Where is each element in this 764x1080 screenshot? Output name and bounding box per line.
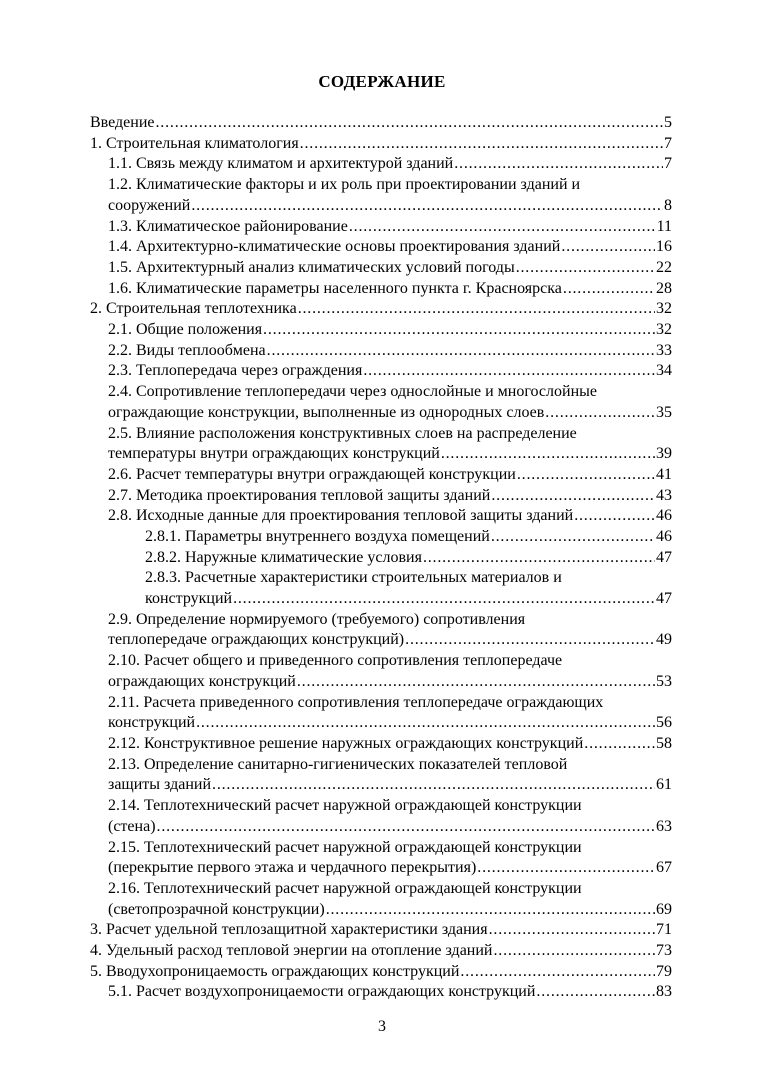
- toc-entry-last-line: [108, 444, 672, 465]
- dot-leader: [517, 465, 655, 486]
- dot-leader: [491, 527, 655, 548]
- toc-entry-title: 2.11. Расчета приведенного сопротивления теплопередаче ограждающих: [108, 693, 604, 711]
- dot-leader: [326, 900, 655, 921]
- toc-entry-title: 1.5. Архитектурный анализ климатических условий погоды: [108, 258, 515, 276]
- toc-entry-title: 4. Удельный расход тепловой энергии на отопление зданий: [90, 942, 493, 959]
- toc-entry-last-line: [108, 630, 672, 651]
- toc-entry[interactable]: [108, 838, 672, 879]
- toc-entry-title: 1. Строительная климатология: [90, 134, 299, 152]
- toc-page-number: 34: [656, 362, 672, 380]
- dot-leader: [584, 734, 655, 755]
- dot-leader: [157, 817, 655, 838]
- toc-page-number: 58: [656, 735, 672, 752]
- toc-entry-title: 2.15. Теплотехнический расчет наружной ограждающей конструкции: [108, 838, 582, 856]
- toc-entry-last-line: [108, 672, 672, 693]
- dot-leader: [300, 134, 663, 155]
- toc-page-number: 46: [656, 528, 672, 545]
- toc-entry[interactable]: [108, 237, 672, 258]
- toc-entry-title: 2.8.3. Расчетные характеристики строительных материалов и: [145, 569, 562, 587]
- dot-leader: [267, 341, 655, 362]
- toc-entry[interactable]: [108, 506, 672, 527]
- toc-entry[interactable]: [108, 258, 672, 279]
- toc-entry-last-line: [108, 858, 672, 879]
- toc-page-number: 43: [656, 486, 672, 504]
- toc-entry-title: 2.16. Теплотехнический расчет наружной ограждающей конструкции: [108, 879, 582, 897]
- toc-entry-title: 1.4. Архитектурно-климатические основы проектирования зданий: [108, 238, 561, 256]
- toc-entry-title: 5.1. Расчет воздухопроницаемости ограждающих конструкций: [108, 983, 536, 1001]
- dot-leader: [460, 962, 655, 983]
- dot-leader: [196, 713, 655, 734]
- toc-page-number: 39: [656, 445, 672, 463]
- toc-page-number: 7: [664, 155, 672, 173]
- dot-leader: [477, 858, 655, 879]
- toc-entry[interactable]: [90, 962, 672, 983]
- toc-entry-title: (стена): [108, 817, 156, 835]
- toc-entry-title: 2.8.1. Параметры внутреннего воздуха помещений: [145, 528, 490, 545]
- dot-leader: [441, 444, 655, 465]
- toc-entry-title: 2.4. Сопротивление теплопередачи через однослойные и многослойные: [108, 383, 597, 401]
- toc-entry[interactable]: [108, 982, 672, 1003]
- dot-leader: [298, 299, 655, 320]
- toc-entry[interactable]: [108, 382, 672, 423]
- toc-entry-title: ограждающих конструкций: [108, 672, 296, 690]
- footer-page-number: 3: [378, 1018, 386, 1035]
- toc-entry[interactable]: [108, 693, 672, 734]
- toc-entry[interactable]: [108, 879, 672, 920]
- toc-page-number: 53: [656, 672, 672, 690]
- toc-entry[interactable]: [90, 113, 672, 134]
- toc-entry-last-line: [108, 196, 672, 217]
- toc-entry[interactable]: [108, 217, 672, 238]
- dot-leader: [563, 279, 655, 300]
- dot-leader: [212, 775, 655, 796]
- toc-page-number: 32: [656, 300, 672, 318]
- toc-entry[interactable]: [108, 279, 672, 300]
- toc-entry[interactable]: [108, 651, 672, 692]
- toc-entry-title: 2.14. Теплотехнический расчет наружной ограждающей конструкции: [108, 797, 582, 815]
- toc-entry-last-line: [108, 403, 672, 424]
- toc-entry-title: 2.2. Виды теплообмена: [108, 341, 266, 359]
- toc-page-number: 71: [656, 921, 672, 939]
- toc-page-number: 5: [664, 114, 672, 131]
- page-title: СОДЕРЖАНИЕ: [318, 72, 446, 91]
- toc-entry-title: конструкций: [108, 714, 196, 732]
- toc-entry-title: 1.6. Климатические параметры населенного пункта г. Красноярска: [108, 279, 562, 297]
- dot-leader: [574, 506, 655, 527]
- toc-entry-title: 2.3. Теплопередача через ограждения: [108, 362, 363, 380]
- toc-entry-title: 2.5. Влияние расположения конструктивных слоев на распределение: [108, 424, 577, 442]
- dot-leader: [489, 920, 655, 941]
- toc-entry-title: 2.13. Определение санитарно-гигиенических показателей тепловой: [108, 755, 568, 773]
- toc-entry-title: 1.1. Связь между климатом и архитектурой зданий: [108, 155, 454, 173]
- toc-entry[interactable]: [108, 486, 672, 507]
- toc-entry-last-line: [145, 589, 672, 610]
- toc-entry-last-line: [108, 713, 672, 734]
- toc-entry-title: 2.12. Конструктивное решение наружных ограждающих конструкций: [108, 735, 584, 752]
- toc-entry[interactable]: [90, 134, 672, 155]
- toc-page-number: 16: [656, 238, 672, 256]
- toc-entry[interactable]: [108, 734, 672, 755]
- toc-entry-title: 3. Расчет удельной теплозащитной характеристики здания: [90, 921, 488, 939]
- toc-page-number: 22: [656, 258, 672, 276]
- dot-leader: [297, 672, 655, 693]
- toc-page-number: 7: [664, 134, 672, 152]
- toc-entry-title: 2.6. Расчет температуры внутри ограждающей конструкции: [108, 465, 516, 483]
- toc-entry[interactable]: [90, 920, 672, 941]
- toc-page-number: 46: [656, 507, 672, 525]
- toc-page-number: 8: [664, 196, 672, 214]
- toc-entry-title: защиты зданий: [108, 776, 212, 794]
- toc-page-number: 28: [656, 279, 672, 297]
- dot-leader: [491, 486, 655, 507]
- toc-page-number: 32: [656, 321, 672, 338]
- toc-entry-title: конструкций: [145, 590, 233, 608]
- toc-entry[interactable]: [108, 755, 672, 796]
- toc-entry-title: сооружений: [108, 196, 191, 214]
- toc-entry[interactable]: [90, 941, 672, 962]
- toc-entry-title: ограждающие конструкции, выполненные из однородных слоев: [108, 403, 545, 421]
- toc-entry[interactable]: [108, 320, 672, 341]
- toc-entry-title: 2.7. Методика проектирования тепловой защиты зданий: [108, 486, 491, 504]
- toc-entry-title: температуры внутри ограждающих конструкций: [108, 445, 440, 463]
- toc-entry-title: (перекрытие первого этажа и чердачного перекрытия): [108, 859, 477, 877]
- toc-page-number: 69: [656, 900, 672, 918]
- toc-entry[interactable]: [145, 548, 672, 569]
- dot-leader: [191, 196, 663, 217]
- dot-leader: [561, 237, 655, 258]
- dot-leader: [405, 630, 655, 651]
- toc-page-number: 49: [656, 631, 672, 649]
- dot-leader: [454, 154, 663, 175]
- toc-page-number: 79: [656, 962, 672, 980]
- dot-leader: [363, 361, 655, 382]
- dot-leader: [263, 320, 655, 341]
- dot-leader: [545, 403, 655, 424]
- toc-entry[interactable]: [145, 527, 672, 548]
- toc-page-number: 47: [656, 590, 672, 608]
- toc-page-number: 35: [656, 403, 672, 421]
- toc-entry-title: теплопередаче ограждающих конструкций): [108, 631, 405, 649]
- toc-entry[interactable]: [108, 361, 672, 382]
- toc-entry-title: 2.8. Исходные данные для проектирования тепловой защиты зданий: [108, 507, 574, 525]
- toc-entry-title: 2.10. Расчет общего и приведенного сопротивления теплопередаче: [108, 652, 563, 670]
- toc-entry[interactable]: [108, 610, 672, 651]
- toc-entry-title: 2. Строительная теплотехника: [90, 300, 297, 318]
- toc-entry[interactable]: [108, 154, 672, 175]
- toc-entry[interactable]: [90, 299, 672, 320]
- dot-leader: [423, 548, 655, 569]
- toc-page-number: 47: [656, 548, 672, 566]
- dot-leader: [536, 982, 655, 1003]
- toc-page-number: 56: [656, 714, 672, 732]
- toc-entry[interactable]: [108, 341, 672, 362]
- toc-entry-title: 1.3. Климатическое районирование: [108, 217, 348, 235]
- toc-entry-title: 2.9. Определение нормируемого (требуемого) сопротивления: [108, 610, 526, 628]
- toc-page-number: 83: [656, 983, 672, 1001]
- toc-entry-last-line: [108, 775, 672, 796]
- toc-entry-last-line: [108, 817, 672, 838]
- toc-page-number: 11: [656, 217, 672, 235]
- toc-entry[interactable]: [108, 175, 672, 216]
- dot-leader: [493, 941, 655, 962]
- toc-entry[interactable]: [108, 465, 672, 486]
- dot-leader: [516, 258, 655, 279]
- toc-entry-title: 2.1. Общие положения: [108, 321, 263, 338]
- toc-entry-last-line: [108, 900, 672, 921]
- toc-entry-title: Введение: [90, 114, 155, 131]
- toc-page-number: 67: [656, 859, 672, 877]
- toc-entry-title: 1.2. Климатические факторы и их роль при проектировании зданий и: [108, 176, 581, 194]
- toc-entry-title: (светопрозрачной конструкции): [108, 900, 325, 918]
- toc-page-number: 63: [656, 817, 672, 835]
- toc-entry-title: 2.8.2. Наружные климатические условия: [145, 548, 422, 566]
- toc-page-number: 73: [656, 942, 672, 959]
- dot-leader: [349, 217, 656, 238]
- toc-entry[interactable]: [108, 424, 672, 465]
- toc-page-number: 33: [656, 341, 672, 359]
- toc-entry[interactable]: [108, 796, 672, 837]
- toc-entry[interactable]: [145, 568, 672, 609]
- dot-leader: [233, 589, 655, 610]
- dot-leader: [156, 113, 664, 134]
- toc-page-number: 61: [656, 776, 672, 794]
- toc-page-number: 41: [656, 465, 672, 483]
- toc-entry-title: 5. Вводухопроницаемость ограждающих конструкций: [90, 962, 460, 980]
